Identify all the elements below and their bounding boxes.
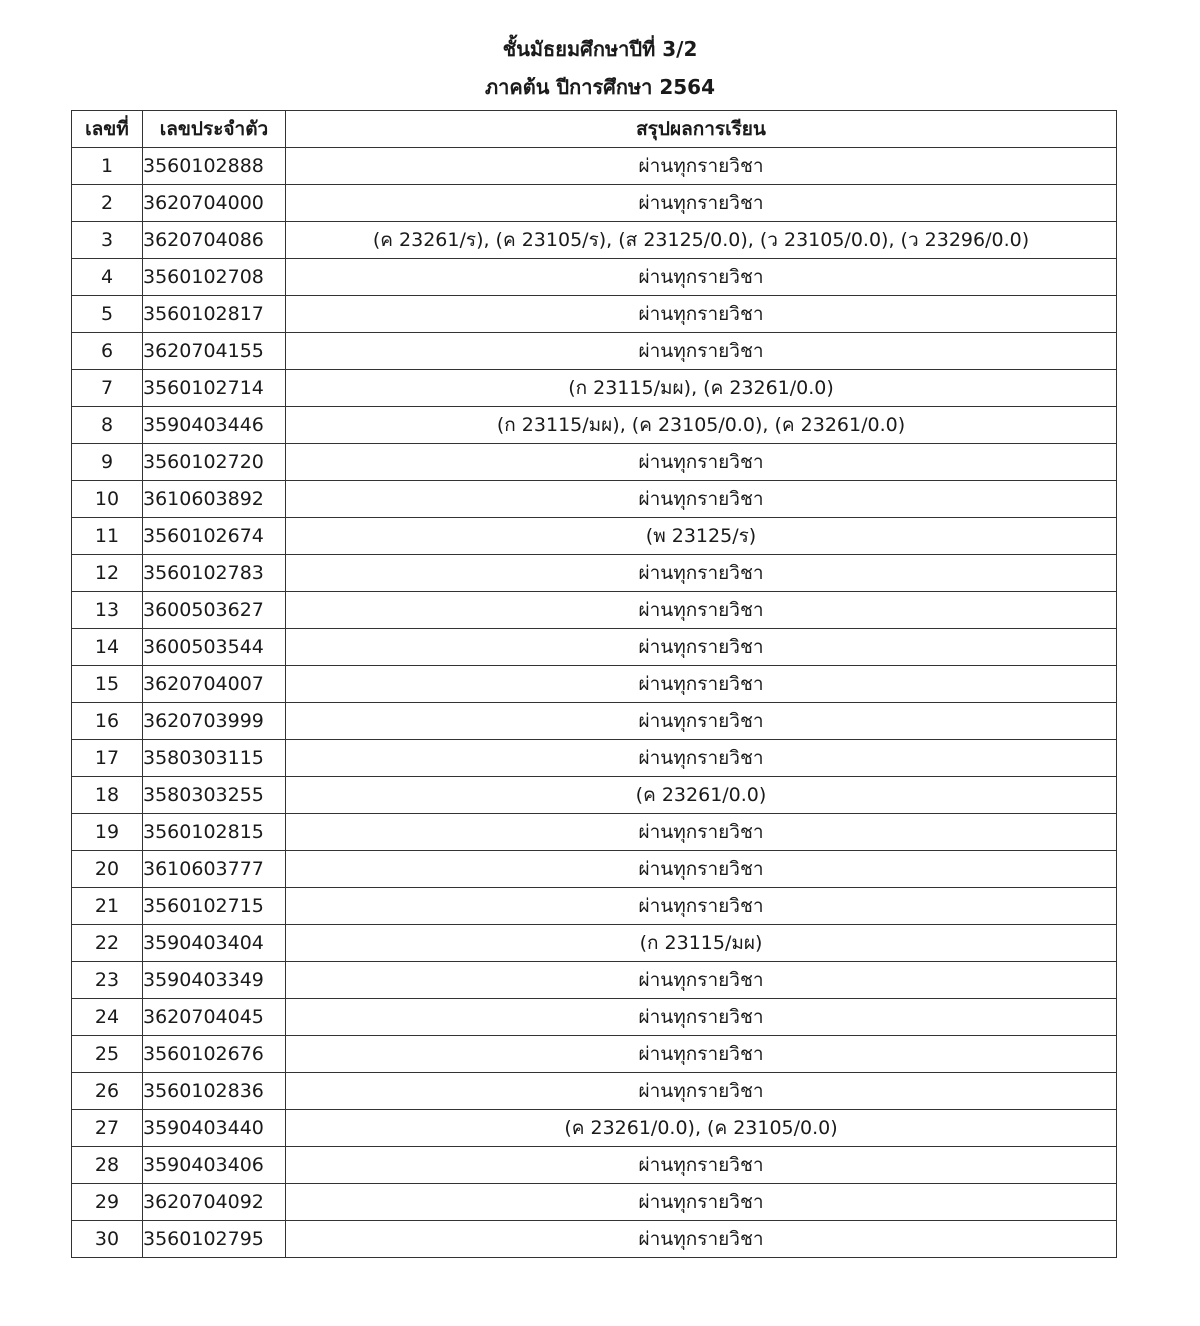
result-cell: ผ่านทุกรายวิชา: [286, 444, 1117, 481]
result-cell: (ก 23115/มผ), (ค 23105/0.0), (ค 23261/0.0): [286, 407, 1117, 444]
row-number-cell: 15: [72, 666, 143, 703]
row-number-cell: 6: [72, 333, 143, 370]
student-id-cell: 3560102815: [143, 814, 286, 851]
result-cell: ผ่านทุกรายวิชา: [286, 666, 1117, 703]
result-cell: ผ่านทุกรายวิชา: [286, 148, 1117, 185]
student-id-cell: 3560102888: [143, 148, 286, 185]
student-id-cell: 3620704155: [143, 333, 286, 370]
student-id-cell: 3620704045: [143, 999, 286, 1036]
student-id-cell: 3620704007: [143, 666, 286, 703]
table-row: [72, 333, 1117, 370]
row-number-cell: 30: [72, 1221, 143, 1258]
row-number-cell: 3: [72, 222, 143, 259]
table-row: [72, 1036, 1117, 1073]
student-id-cell: 3560102676: [143, 1036, 286, 1073]
row-number-cell: 11: [72, 518, 143, 555]
row-number-cell: 13: [72, 592, 143, 629]
result-cell: ผ่านทุกรายวิชา: [286, 962, 1117, 999]
table-row: [72, 148, 1117, 185]
result-cell: ผ่านทุกรายวิชา: [286, 592, 1117, 629]
table-row: [72, 629, 1117, 666]
table-row: [72, 1073, 1117, 1110]
row-number-cell: 22: [72, 925, 143, 962]
table-row: [72, 1184, 1117, 1221]
table-row: [72, 740, 1117, 777]
result-cell: (ก 23115/มผ): [286, 925, 1117, 962]
result-cell: ผ่านทุกรายวิชา: [286, 888, 1117, 925]
table-row: [72, 888, 1117, 925]
result-cell: ผ่านทุกรายวิชา: [286, 629, 1117, 666]
table-row: [72, 481, 1117, 518]
row-number-cell: 14: [72, 629, 143, 666]
table-row: [72, 407, 1117, 444]
result-cell: ผ่านทุกรายวิชา: [286, 1147, 1117, 1184]
result-cell: ผ่านทุกรายวิชา: [286, 259, 1117, 296]
column-header-student-id: เลขประจำตัว: [143, 111, 286, 148]
row-number-cell: 24: [72, 999, 143, 1036]
student-id-cell: 3610603892: [143, 481, 286, 518]
student-id-cell: 3620704086: [143, 222, 286, 259]
table-row: [72, 185, 1117, 222]
row-number-cell: 4: [72, 259, 143, 296]
row-number-cell: 26: [72, 1073, 143, 1110]
table-row: [72, 999, 1117, 1036]
student-id-cell: 3580303115: [143, 740, 286, 777]
column-header-no: เลขที่: [72, 111, 143, 148]
student-id-cell: 3560102708: [143, 259, 286, 296]
student-id-cell: 3560102783: [143, 555, 286, 592]
table-row: [72, 1221, 1117, 1258]
result-cell: ผ่านทุกรายวิชา: [286, 999, 1117, 1036]
table-row: [72, 259, 1117, 296]
row-number-cell: 1: [72, 148, 143, 185]
row-number-cell: 12: [72, 555, 143, 592]
table-header-row: [72, 111, 1117, 148]
table-row: [72, 555, 1117, 592]
student-id-cell: 3620704092: [143, 1184, 286, 1221]
table-row: [72, 666, 1117, 703]
student-id-cell: 3590403406: [143, 1147, 286, 1184]
student-id-cell: 3620703999: [143, 703, 286, 740]
row-number-cell: 16: [72, 703, 143, 740]
table-row: [72, 370, 1117, 407]
result-cell: ผ่านทุกรายวิชา: [286, 185, 1117, 222]
row-number-cell: 21: [72, 888, 143, 925]
row-number-cell: 29: [72, 1184, 143, 1221]
result-cell: ผ่านทุกรายวิชา: [286, 851, 1117, 888]
student-id-cell: 3590403446: [143, 407, 286, 444]
table-row: [72, 296, 1117, 333]
table-row: [72, 592, 1117, 629]
result-cell: ผ่านทุกรายวิชา: [286, 1073, 1117, 1110]
row-number-cell: 8: [72, 407, 143, 444]
row-number-cell: 18: [72, 777, 143, 814]
student-id-cell: 3590403349: [143, 962, 286, 999]
term-title: ภาคต้น ปีการศึกษา 2564: [484, 75, 716, 99]
student-id-cell: 3560102714: [143, 370, 286, 407]
table-body: [72, 148, 1117, 1258]
row-number-cell: 17: [72, 740, 143, 777]
row-number-cell: 23: [72, 962, 143, 999]
table-row: [72, 814, 1117, 851]
student-id-cell: 3610603777: [143, 851, 286, 888]
student-id-cell: 3620704000: [143, 185, 286, 222]
result-cell: ผ่านทุกรายวิชา: [286, 481, 1117, 518]
row-number-cell: 5: [72, 296, 143, 333]
student-id-cell: 3560102720: [143, 444, 286, 481]
row-number-cell: 2: [72, 185, 143, 222]
results-table: [71, 110, 1117, 1258]
result-cell: ผ่านทุกรายวิชา: [286, 1036, 1117, 1073]
student-id-cell: 3590403404: [143, 925, 286, 962]
result-cell: ผ่านทุกรายวิชา: [286, 555, 1117, 592]
result-cell: (ค 23261/0.0), (ค 23105/0.0): [286, 1110, 1117, 1147]
result-cell: ผ่านทุกรายวิชา: [286, 814, 1117, 851]
result-cell: (ค 23261/ร), (ค 23105/ร), (ส 23125/0.0), (ว 23105/0.0), (ว 23296/0.0): [286, 222, 1117, 259]
student-id-cell: 3600503627: [143, 592, 286, 629]
student-id-cell: 3600503544: [143, 629, 286, 666]
row-number-cell: 25: [72, 1036, 143, 1073]
result-cell: ผ่านทุกรายวิชา: [286, 1221, 1117, 1258]
table-row: [72, 222, 1117, 259]
row-number-cell: 20: [72, 851, 143, 888]
row-number-cell: 27: [72, 1110, 143, 1147]
result-cell: (ค 23261/0.0): [286, 777, 1117, 814]
result-cell: (ก 23115/มผ), (ค 23261/0.0): [286, 370, 1117, 407]
row-number-cell: 10: [72, 481, 143, 518]
row-number-cell: 9: [72, 444, 143, 481]
student-id-cell: 3560102795: [143, 1221, 286, 1258]
table-row: [72, 1147, 1117, 1184]
table-row: [72, 444, 1117, 481]
document-header: [0, 30, 1200, 106]
row-number-cell: 28: [72, 1147, 143, 1184]
row-number-cell: 19: [72, 814, 143, 851]
table-row: [72, 703, 1117, 740]
result-cell: (พ 23125/ร): [286, 518, 1117, 555]
result-cell: ผ่านทุกรายวิชา: [286, 1184, 1117, 1221]
row-number-cell: 7: [72, 370, 143, 407]
table-row: [72, 851, 1117, 888]
table-row: [72, 777, 1117, 814]
table-row: [72, 925, 1117, 962]
table-row: [72, 518, 1117, 555]
class-title: ชั้นมัธยมศึกษาปีที่ 3/2: [502, 37, 698, 61]
student-id-cell: 3590403440: [143, 1110, 286, 1147]
result-cell: ผ่านทุกรายวิชา: [286, 296, 1117, 333]
table-row: [72, 962, 1117, 999]
table-row: [72, 1110, 1117, 1147]
column-header-result: สรุปผลการเรียน: [286, 111, 1117, 148]
result-cell: ผ่านทุกรายวิชา: [286, 333, 1117, 370]
student-id-cell: 3580303255: [143, 777, 286, 814]
student-id-cell: 3560102674: [143, 518, 286, 555]
result-cell: ผ่านทุกรายวิชา: [286, 703, 1117, 740]
student-id-cell: 3560102817: [143, 296, 286, 333]
student-id-cell: 3560102715: [143, 888, 286, 925]
student-id-cell: 3560102836: [143, 1073, 286, 1110]
result-cell: ผ่านทุกรายวิชา: [286, 740, 1117, 777]
